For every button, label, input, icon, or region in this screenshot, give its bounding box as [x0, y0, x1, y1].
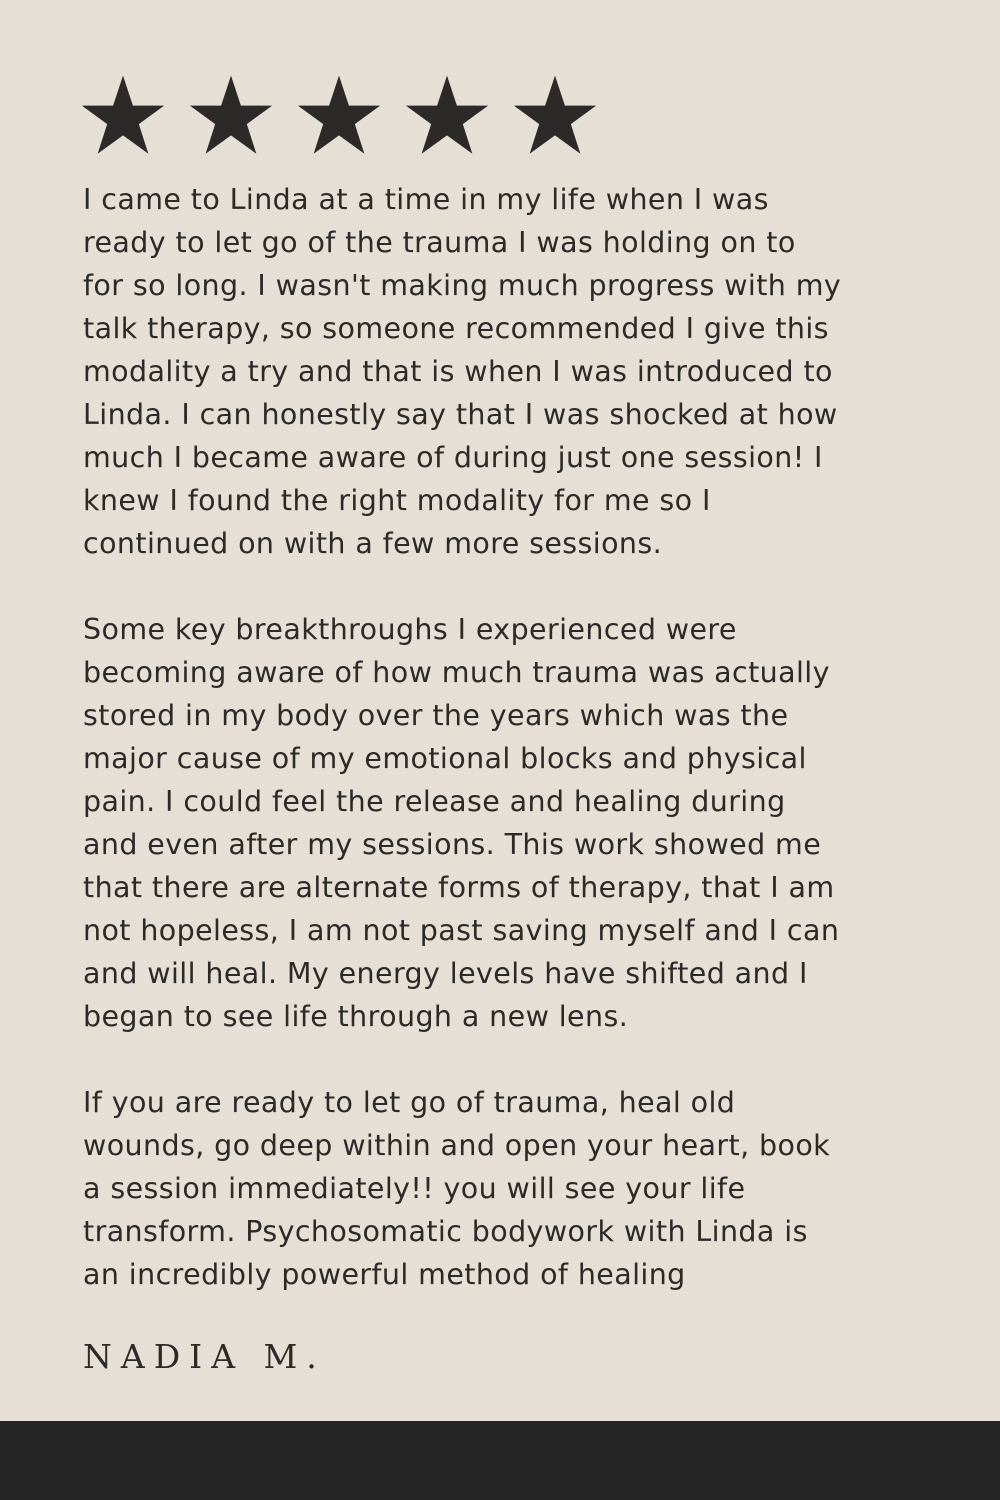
review-text	[83, 178, 943, 1296]
star-icon	[404, 74, 512, 158]
footer-bar	[0, 1421, 1000, 1500]
review-paragraph: If you are ready to let go of trauma, heal old wounds, go deep within and open your heart, book a session immediately!! you will see your life transform. Psychosomatic bodywork with Linda is an incredibly powerful method of healing	[83, 1086, 831, 1291]
star-icon	[296, 74, 404, 158]
star-icon	[188, 74, 296, 158]
review-paragraph: I came to Linda at a time in my life when I was ready to let go of the trauma I was holding on to for so long. I wasn't making much progress with my talk therapy, so someone recommended I give this modality a try and that is when I was introduced to Linda. I can honestly say that I was shocked at how much I became aware of during just one session! I knew I found the right modality for me so I continued on with a few more sessions.	[83, 183, 842, 560]
author-name: NADIA M.	[83, 1337, 326, 1376]
star-icon	[512, 74, 620, 158]
star-icon	[80, 74, 188, 158]
review-paragraph: Some key breakthroughs I experienced were becoming aware of how much trauma was actually stored in my body over the years which was the major cause of my emotional blocks and physical pain. I could feel the release and healing during and even after my sessions. This work showed me that there are alternate forms of therapy, that I am not hopeless, I am not past saving myself and I can and will heal. My energy levels have shifted and I began to see life through a new lens.	[83, 613, 840, 1033]
star-rating	[80, 74, 620, 158]
